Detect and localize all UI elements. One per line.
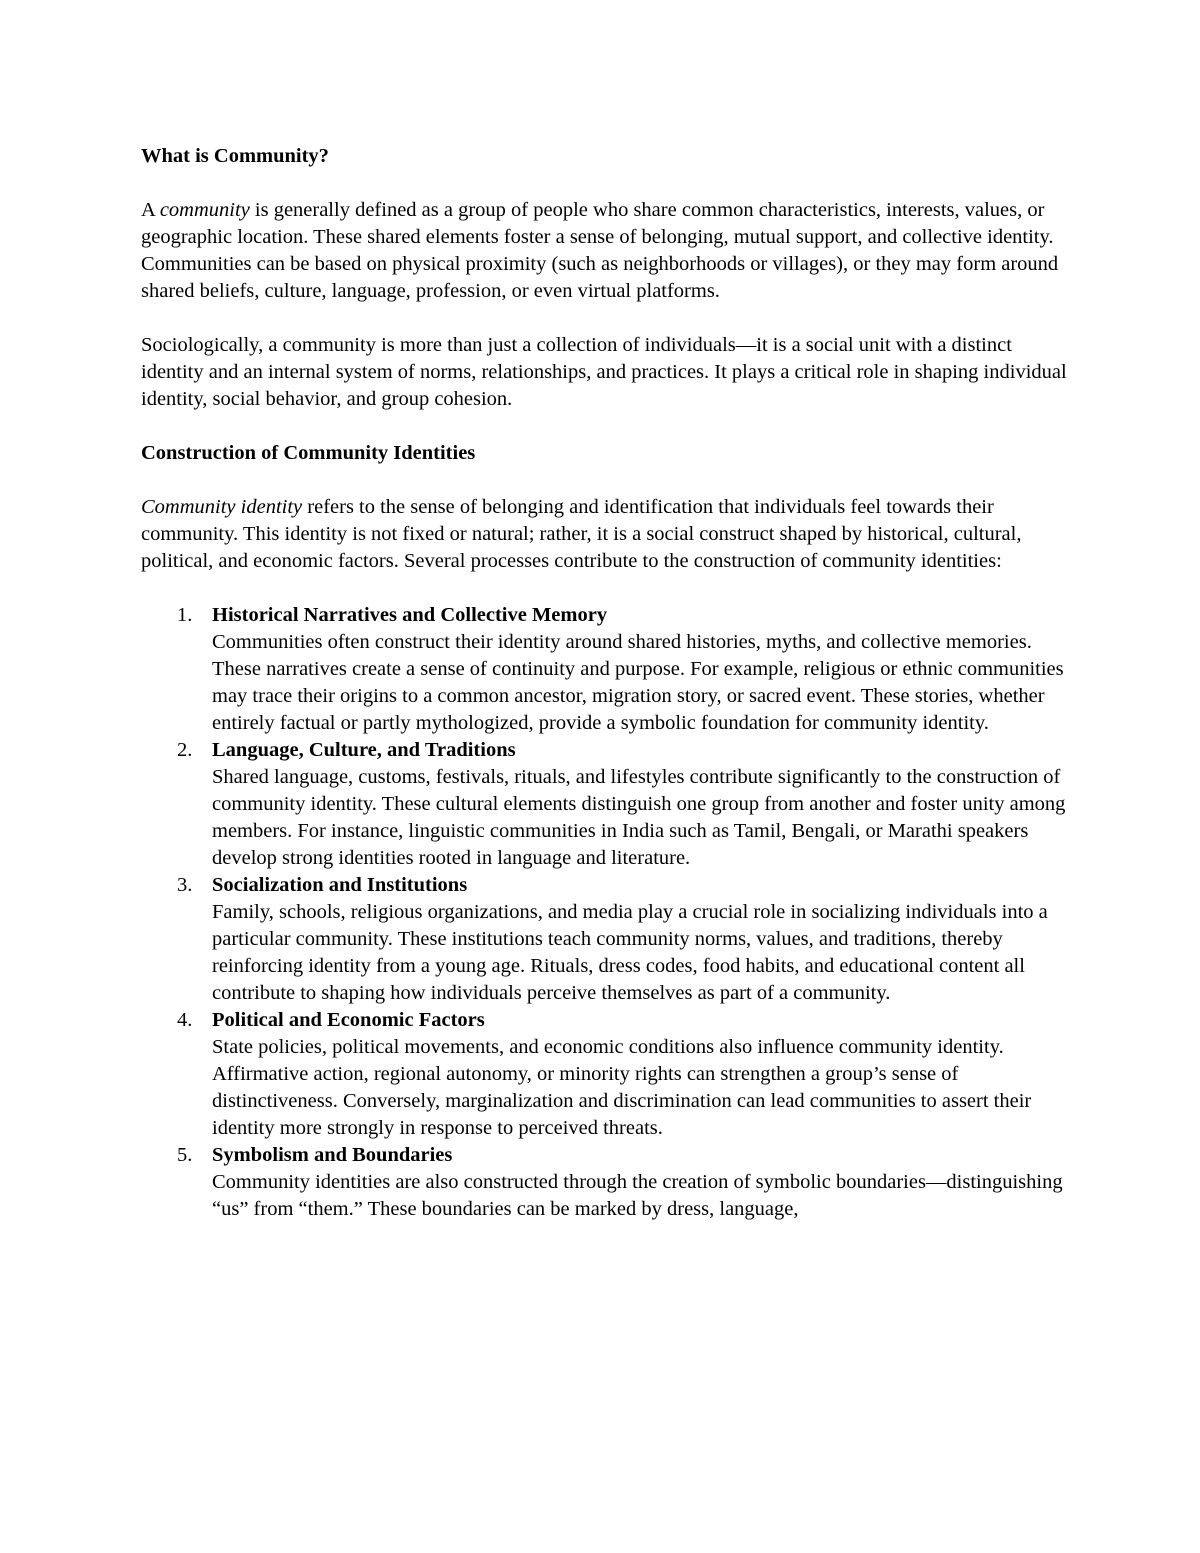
- list-item: [141, 1142, 1071, 1223]
- list-item-title: Language, Culture, and Traditions: [212, 739, 516, 761]
- section-heading-what-is-community: What is Community?: [141, 145, 329, 167]
- document-content: [141, 143, 1071, 1223]
- list-item-body: State policies, political movements, and economic conditions also influence community identity. Affirmative action, regional autonomy, or minority rights can strengthen a group’s sense of distinctiveness. Conversely, marginalization and discrimination can lead communities to assert their identity more strongly in response to perceived threats.: [212, 1036, 1032, 1139]
- paragraph-text: is generally defined as a group of people who share common characteristics, interests, values, or geographic location. These shared elements foster a sense of belonging, mutual support, and collective identity. Communities can be based on physical proximity (such as neighborhoods or villages), or they may form around shared beliefs, culture, language, profession, or even virtual platforms.: [141, 199, 1059, 302]
- list-item: [141, 737, 1071, 872]
- paragraph-community-definition: [141, 197, 1071, 305]
- list-item-title: Symbolism and Boundaries: [212, 1144, 453, 1166]
- list-number: 3.: [177, 874, 193, 896]
- list-item: [141, 602, 1071, 737]
- paragraph-community-identity: [141, 494, 1071, 575]
- emphasis-community: community: [159, 199, 250, 221]
- list-item-body: Family, schools, religious organizations, and media play a crucial role in socializing individuals into a particular community. These institutions teach community norms, values, and traditions, thereby reinforcing identity from a young age. Rituals, dress codes, food habits, and educational content all contribute to shaping how individuals perceive themselves as part of a community.: [212, 901, 1048, 1004]
- paragraph-text: refers to the sense of belonging and identification that individuals feel towards their community. This identity is not fixed or natural; rather, it is a social construct shaped by historical, cultural, political, and economic factors. Several processes contribute to the construction of community identities:: [141, 496, 1022, 572]
- list-item-title: Socialization and Institutions: [212, 874, 468, 896]
- paragraph-sociologically: Sociologically, a community is more than just a collection of individuals—it is a social unit with a distinct identity and an internal system of norms, relationships, and practices. It plays a critical role in shaping individual identity, social behavior, and group cohesion.: [141, 334, 1067, 410]
- identity-process-list: [141, 602, 1071, 1223]
- list-item-body: Community identities are also constructed through the creation of symbolic boundaries—distinguishing “us” from “them.” These boundaries can be marked by dress, language,: [212, 1171, 1063, 1220]
- section-heading-construction: Construction of Community Identities: [141, 442, 476, 464]
- list-number: 4.: [177, 1009, 193, 1031]
- emphasis-community-identity: Community identity: [141, 496, 303, 518]
- list-item-title: Political and Economic Factors: [212, 1009, 485, 1031]
- list-item-body: Communities often construct their identity around shared histories, myths, and collective memories. These narratives create a sense of continuity and purpose. For example, religious or ethnic communities may trace their origins to a common ancestor, migration story, or sacred event. These stories, whether entirely factual or partly mythologized, provide a symbolic foundation for community identity.: [212, 631, 1064, 734]
- list-number: 5.: [177, 1144, 193, 1166]
- list-number: 2.: [177, 739, 193, 761]
- list-item: [141, 1007, 1071, 1142]
- list-number: 1.: [177, 604, 193, 626]
- list-item-title: Historical Narratives and Collective Memory: [212, 604, 608, 626]
- list-item: [141, 872, 1071, 1007]
- list-item-body: Shared language, customs, festivals, rituals, and lifestyles contribute significantly to the construction of community identity. These cultural elements distinguish one group from another and foster unity among members. For instance, linguistic communities in India such as Tamil, Bengali, or Marathi speakers develop strong identities rooted in language and literature.: [212, 766, 1066, 869]
- paragraph-prefix: A: [141, 199, 160, 221]
